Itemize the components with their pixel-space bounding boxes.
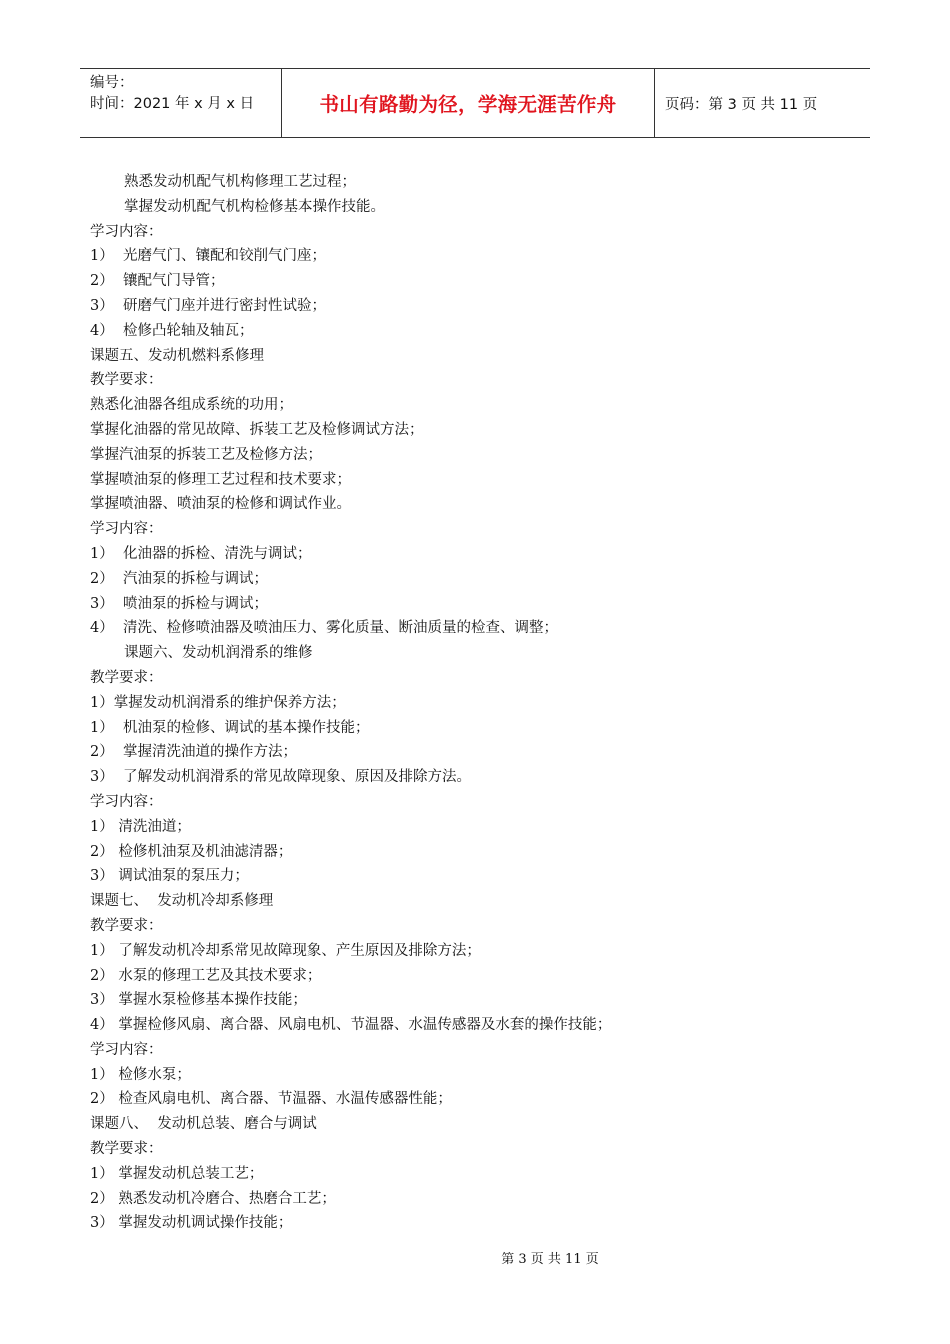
list-item: 1） 了解发动机冷却系常见故障现象、产生原因及排除方法； bbox=[90, 942, 481, 959]
list-item: 3） 掌握水泵检修基本操作技能； bbox=[90, 992, 307, 1009]
document-body bbox=[90, 170, 870, 1236]
list-item: 3） 研磨气门座并进行密封性试验； bbox=[90, 297, 326, 314]
list-item: 2） 检修机油泵及机油滤清器； bbox=[90, 843, 293, 860]
text-line: 掌握化油器的常见故障、拆装工艺及检修调试方法； bbox=[90, 421, 424, 438]
page-header bbox=[80, 68, 870, 138]
header-page-info bbox=[655, 69, 870, 137]
text-line: 学习内容： bbox=[90, 223, 163, 240]
footer-page-number: 第 3 页 共 11 页 bbox=[501, 1252, 599, 1267]
list-item: 4） 清洗、检修喷油器及喷油压力、雾化质量、断油质量的检查、调整； bbox=[90, 620, 558, 637]
list-item: 1） 检修水泵； bbox=[90, 1066, 191, 1083]
list-item: 2） 掌握清洗油道的操作方法； bbox=[90, 744, 297, 761]
text-line: 掌握发动机配气机构检修基本操作技能。 bbox=[124, 198, 385, 215]
text-line: 教学要求： bbox=[90, 372, 163, 389]
motto: 书山有路勤为径，学海无涯苦作舟 bbox=[319, 93, 617, 116]
list-item: 3） 喷油泵的拆检与调试； bbox=[90, 595, 268, 612]
section-heading: 课题七、 发动机冷却系修理 bbox=[90, 893, 274, 910]
list-item: 2） 检查风扇电机、离合器、节温器、水温传感器性能； bbox=[90, 1091, 452, 1108]
section-heading: 课题六、发动机润滑系的维修 bbox=[124, 645, 313, 662]
page-footer bbox=[0, 1248, 950, 1267]
list-item: 4） 掌握检修风扇、离合器、风扇电机、节温器、水温传感器及水套的操作技能； bbox=[90, 1017, 612, 1034]
text-line: 掌握汽油泵的拆装工艺及检修方法； bbox=[90, 446, 322, 463]
text-line: 学习内容： bbox=[90, 793, 163, 810]
section-heading: 课题五、发动机燃料系修理 bbox=[90, 347, 264, 364]
list-item: 2） 镶配气门导管； bbox=[90, 273, 225, 290]
list-item: 1） 清洗油道； bbox=[90, 818, 191, 835]
header-motto-cell bbox=[282, 69, 655, 137]
page-info: 页码：第 3 页 共 11 页 bbox=[665, 96, 818, 113]
time-label: 时间：2021 年 x 月 x 日 bbox=[90, 96, 255, 112]
list-item: 1） 掌握发动机总装工艺； bbox=[90, 1165, 264, 1182]
text-line: 教学要求： bbox=[90, 1141, 163, 1158]
list-item: 2） 熟悉发动机冷磨合、热磨合工艺； bbox=[90, 1190, 336, 1207]
text-line: 掌握喷油器、喷油泵的检修和调试作业。 bbox=[90, 496, 351, 513]
list-item: 1） 机油泵的检修、调试的基本操作技能； bbox=[90, 719, 370, 736]
section-heading: 课题八、 发动机总装、磨合与调试 bbox=[90, 1116, 317, 1133]
list-item: 4） 检修凸轮轴及轴瓦； bbox=[90, 322, 254, 339]
number-label: 编号： bbox=[90, 75, 134, 91]
text-line: 掌握喷油泵的修理工艺过程和技术要求； bbox=[90, 471, 351, 488]
list-item: 2） 水泵的修理工艺及其技术要求； bbox=[90, 967, 322, 984]
header-meta bbox=[80, 69, 282, 137]
text-line: 教学要求： bbox=[90, 669, 163, 686]
text-line: 学习内容： bbox=[90, 1041, 163, 1058]
list-item: 3） 了解发动机润滑系的常见故障现象、原因及排除方法。 bbox=[90, 769, 471, 786]
text-line: 熟悉发动机配气机构修理工艺过程； bbox=[124, 174, 356, 190]
list-item: 2） 汽油泵的拆检与调试； bbox=[90, 570, 268, 587]
list-item: 1） 化油器的拆检、清洗与调试； bbox=[90, 545, 312, 562]
text-line: 学习内容： bbox=[90, 521, 163, 538]
text-line: 熟悉化油器各组成系统的功用； bbox=[90, 397, 293, 414]
list-item: 1）掌握发动机润滑系的维护保养方法； bbox=[90, 694, 346, 711]
list-item: 3） 调试油泵的泵压力； bbox=[90, 868, 249, 885]
list-item: 3） 掌握发动机调试操作技能； bbox=[90, 1215, 293, 1232]
list-item: 1） 光磨气门、镶配和铰削气门座； bbox=[90, 248, 326, 265]
text-line: 教学要求： bbox=[90, 917, 163, 934]
